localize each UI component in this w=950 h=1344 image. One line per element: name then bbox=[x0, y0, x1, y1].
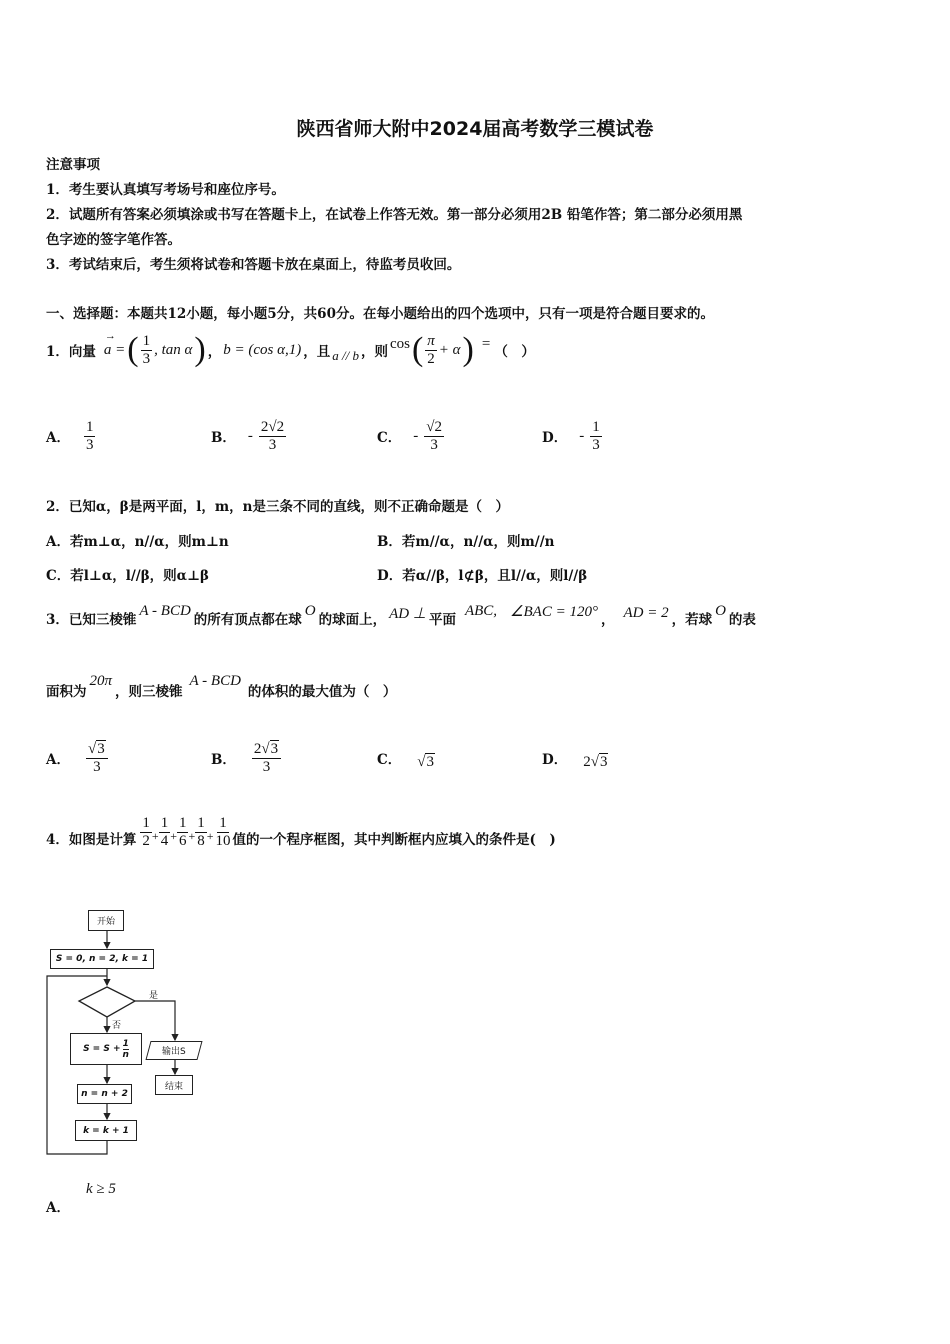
q1-sep2: ，且 bbox=[303, 344, 331, 360]
q1-option-d-value: $\frac{1}{3}$ bbox=[592, 418, 600, 453]
q1-cos: cos bbox=[389, 335, 410, 352]
q1-option-b[interactable]: B． - $\frac{2√2}{3}$ bbox=[211, 418, 285, 453]
q2-option-d[interactable]: D．若α//β，l⊄β，且l//α，则l//β bbox=[377, 568, 588, 584]
q3-surface-area: 20π bbox=[89, 672, 113, 689]
q3-sphere-o: O bbox=[304, 602, 316, 619]
q1-right-paren-2: ) bbox=[462, 331, 474, 368]
q1-left-paren-2: ( bbox=[411, 331, 424, 368]
section-heading: 一、选择题：本题共12小题，每小题5分，共60分。在每小题给出的四个选项中，只有一项是符合题目要求的。 bbox=[46, 306, 714, 322]
q1-left-paren: ( bbox=[127, 331, 139, 368]
q1-vector-a: → a = bbox=[103, 329, 126, 358]
q4-term-1: $\frac{1}{2}$ bbox=[142, 814, 150, 849]
q4-term-3: $\frac{1}{6}$ bbox=[178, 814, 187, 849]
flow-init: S = 0, n = 2, k = 1 bbox=[50, 949, 154, 969]
flow-update-s: S = S + $\frac{1}{n}$ bbox=[70, 1033, 142, 1065]
q1-sep3: ，则 bbox=[360, 344, 388, 360]
q1-fraction-one-third: $\frac{1}{3}$ bbox=[142, 332, 151, 367]
q3-tetrahedron-2: A - BCD bbox=[189, 672, 241, 689]
q2-option-b[interactable]: B．若m//α，n//α，则m//n bbox=[377, 534, 555, 550]
decision-diamond bbox=[79, 987, 135, 1017]
q3-angle: ∠BAC = 120° bbox=[510, 603, 598, 620]
q1-blank: （ ） bbox=[494, 344, 535, 360]
q1-option-c[interactable]: C． - $\frac{√2}{3}$ bbox=[377, 418, 442, 453]
q1-vector-b: b = (cos α,1) bbox=[223, 341, 302, 358]
q3-option-b[interactable]: B． $\frac{2√3}{3}$ bbox=[211, 735, 281, 781]
notice-item-1: 1．考生要认真填写考场号和座位序号。 bbox=[46, 182, 285, 198]
q3-option-b-value: $\frac{2√3}{3}$ bbox=[252, 741, 281, 776]
question-2-stem: 2．已知α，β是两平面，l，m，n是三条不同的直线，则不正确命题是（ ） bbox=[46, 499, 509, 515]
q1-tan: , tan α bbox=[154, 341, 193, 358]
q3-option-d-value: 2√3 bbox=[583, 753, 608, 770]
flow-output: 输出S bbox=[145, 1041, 202, 1060]
q4-option-a[interactable]: A． k ≥ 5 bbox=[46, 1181, 116, 1216]
q1-option-d[interactable]: D． - $\frac{1}{3}$ bbox=[542, 418, 600, 453]
q1-option-a[interactable]: A． $\frac{1}{3}$ bbox=[46, 418, 94, 453]
q3-option-d[interactable]: D． 2√3 bbox=[542, 752, 608, 770]
q3-tetrahedron: A - BCD bbox=[139, 602, 191, 619]
q3-option-c-value: √3 bbox=[417, 753, 434, 770]
q1-parallel: a // b bbox=[332, 348, 359, 363]
flow-update-k: k = k + 1 bbox=[75, 1120, 137, 1141]
flow-no-label: 否 bbox=[112, 1021, 122, 1031]
q3-option-a-value: $\frac{√3}{3}$ bbox=[86, 741, 108, 776]
q3-ad-length: AD = 2 bbox=[623, 604, 669, 621]
q4-sum-expression: $\frac{1}{2}$ + $\frac{1}{4}$ + $\frac{1}{6}$ + $\frac{1}{8}$ + $\frac{1}{10}$ bbox=[142, 814, 231, 849]
q1-option-b-value: $\frac{2√2}{3}$ bbox=[260, 418, 285, 453]
q1-lead: 1．向量 bbox=[46, 344, 96, 360]
flow-yes-label: 是 bbox=[149, 991, 159, 1001]
q3-option-a[interactable]: A． $\frac{√3}{3}$ bbox=[46, 735, 108, 781]
q1-equals: = bbox=[481, 335, 491, 352]
flow-end: 结束 bbox=[155, 1075, 193, 1095]
notice-item-2-cont: 色字迹的签字笔作答。 bbox=[46, 232, 181, 248]
q4-term-2: $\frac{1}{4}$ bbox=[160, 814, 169, 849]
q1-sep1: ， bbox=[207, 344, 222, 360]
q4-option-a-value: k ≥ 5 bbox=[85, 1181, 116, 1197]
flow-update-n: n = n + 2 bbox=[77, 1084, 132, 1104]
q3-ad-perp: AD ⊥ bbox=[389, 605, 426, 622]
q3-plane-abc: ABC, bbox=[464, 602, 498, 619]
flowchart bbox=[40, 900, 220, 1165]
q1-option-c-value: $\frac{√2}{3}$ bbox=[426, 418, 442, 453]
q4-term-4: $\frac{1}{8}$ bbox=[197, 814, 205, 849]
notice-item-2: 2．试题所有答案必须填涂或书写在答题卡上，在试卷上作答无效。第一部分必须用2B 铅笔作答；第二部分必须用黑 bbox=[46, 207, 743, 223]
question-3-stem-cont: 面积为 20π ，则三棱锥 A - BCD 的体积的最大值为（ ） bbox=[46, 672, 397, 700]
q3-option-c[interactable]: C． √3 bbox=[377, 752, 434, 770]
notice-heading: 注意事项 bbox=[46, 157, 100, 173]
q3-sphere-o-2: O bbox=[715, 602, 726, 619]
q1-fraction-pi-2: $\frac{\pi}{2}$ bbox=[427, 332, 435, 367]
q1-option-a-value: $\frac{1}{3}$ bbox=[85, 418, 94, 453]
question-4-stem: 4．如图是计算 $\frac{1}{2}$ + $\frac{1}{4}$ + $\frac{1}{6}$ + $\frac{1}{8}$ + $\frac{1}{10}$ 值的一个程序框图，其中判断框内应填入的条件是( ) bbox=[46, 814, 556, 849]
q4-term-5: $\frac{1}{10}$ bbox=[215, 814, 231, 849]
notice-item-3: 3．考试结束后，考生须将试卷和答题卡放在桌面上，待监考员收回。 bbox=[46, 257, 461, 273]
q1-plus-alpha: + α bbox=[438, 341, 461, 358]
q2-option-a[interactable]: A．若m⊥α，n//α，则m⊥n bbox=[46, 534, 229, 550]
question-1-stem bbox=[46, 330, 535, 370]
page-title: 陕西省师大附中2024届高考数学三模试卷 bbox=[296, 118, 654, 140]
q2-option-c[interactable]: C．若l⊥α，l//β，则α⊥β bbox=[46, 568, 209, 584]
question-3-stem: 3．已知三棱锥 A - BCD 的所有顶点都在球 O 的球面上， AD ⊥ 平面 ABC, ∠BAC = 120° ， AD = 2 ，若球 O 的表 bbox=[46, 602, 756, 628]
q1-right-paren: ) bbox=[194, 331, 206, 368]
flow-start: 开始 bbox=[88, 910, 124, 931]
